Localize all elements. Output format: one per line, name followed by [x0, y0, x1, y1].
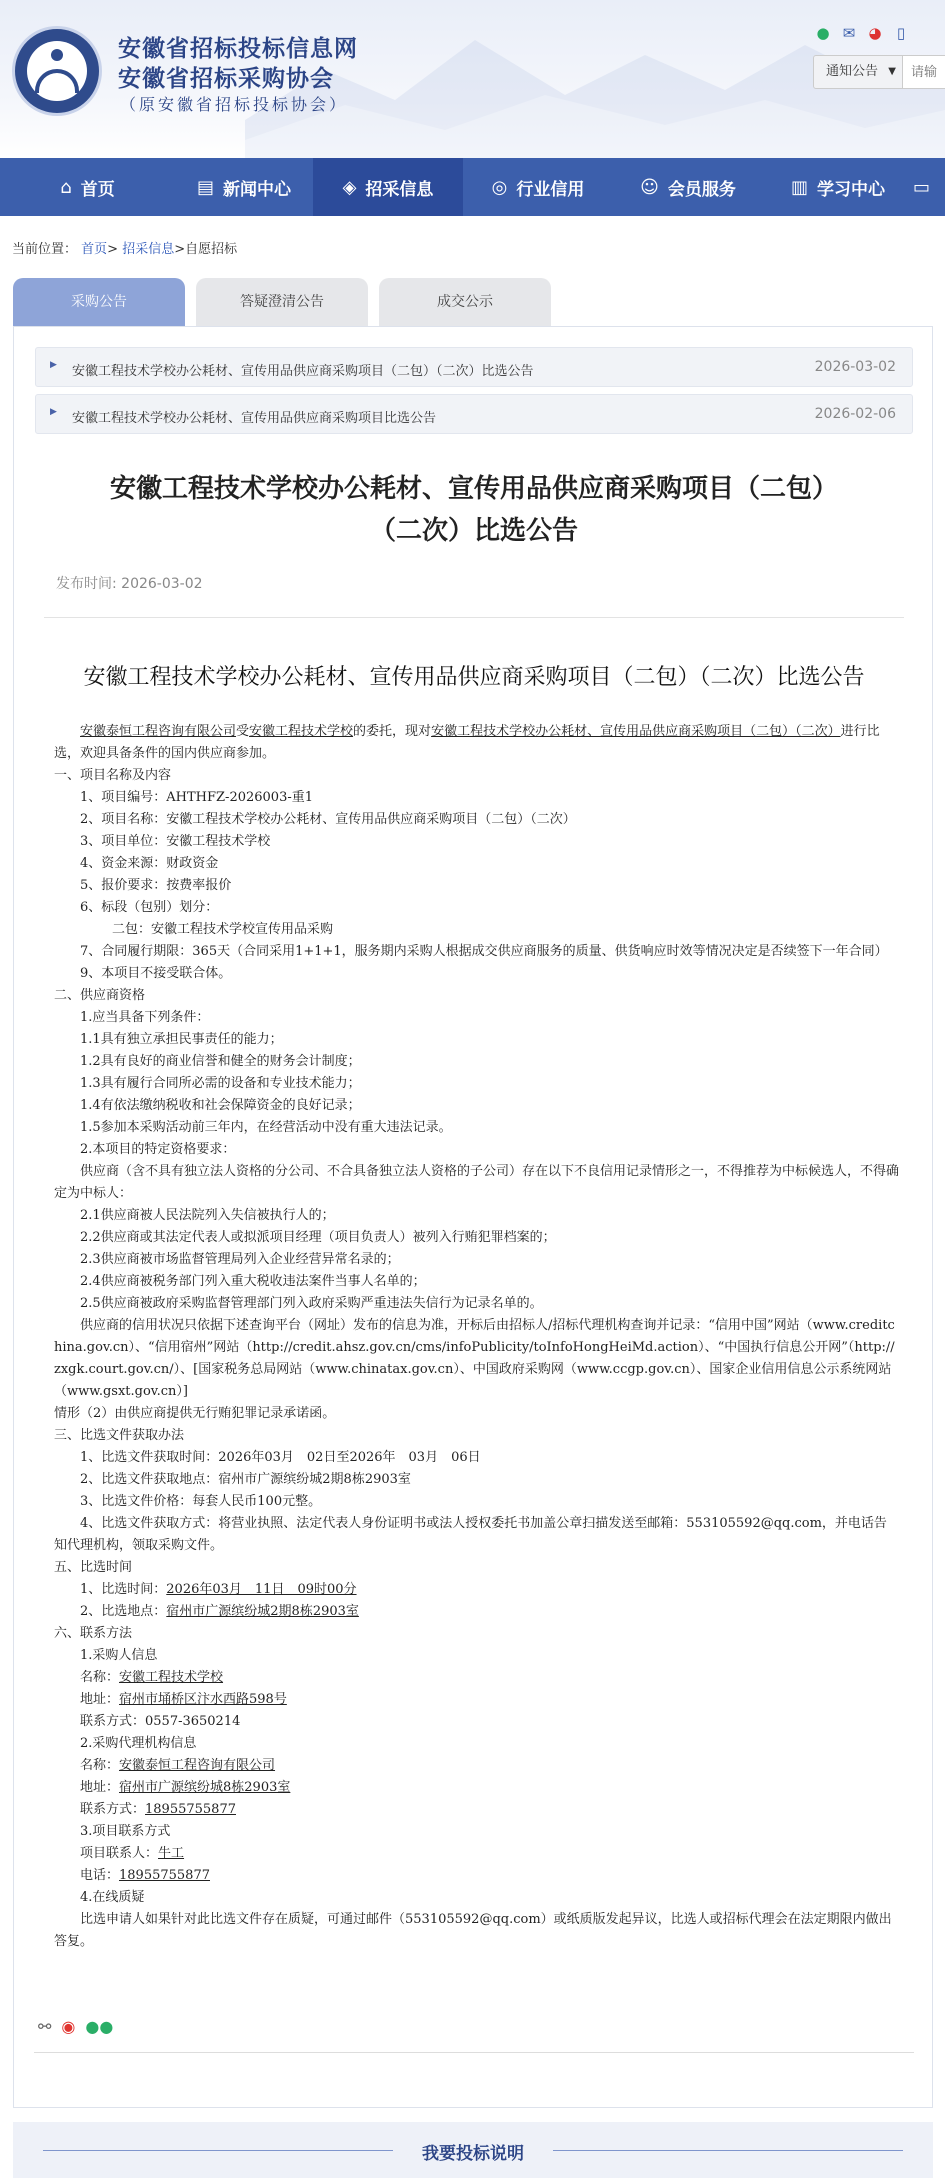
text-line: 电话：18955755877 [80, 1868, 210, 1883]
text-line: 1.5参加本采购活动前三年内，在经营活动中没有重大违法记录。 [80, 1120, 452, 1135]
text-line: 联系方式：18955755877 [80, 1802, 236, 1817]
text-line: 2、比选文件获取地点：宿州市广源缤纷城2期8栋2903室 [80, 1472, 411, 1487]
breadcrumb: 当前位置： 首页> 招采信息>自愿招标 [12, 242, 238, 257]
text-line: 情形（2）由供应商提供无行贿犯罪记录承诺函。 [54, 1406, 336, 1421]
publish-time: 发布时间: 2026-03-02 [56, 576, 203, 592]
text-line: 联系方式：0557-3650214 [80, 1714, 241, 1729]
tab-clarification[interactable]: 答疑澄清公告 [196, 278, 368, 326]
nav-home[interactable]: ⌂ 首页 [60, 176, 115, 200]
text-line: 1、项目编号：AHTHFZ-2026003-重1 [80, 790, 314, 805]
content-panel [13, 326, 933, 2108]
text-line: 1、比选文件获取时间：2026年03月 02日至2026年 03月 06日 [80, 1450, 481, 1465]
section-heading: 三、比选文件获取办法 [54, 1428, 185, 1443]
nav-procurement[interactable]: ◈ 招采信息 [313, 158, 463, 216]
text-line: 1、比选时间：2026年03月 11日 09时00分 [80, 1582, 357, 1597]
site-subtitle: 安徽省招标采购协会 [118, 65, 334, 92]
text-line: 项目联系人：牛工 [80, 1846, 185, 1861]
news-icon: ▤ [196, 176, 214, 198]
text-line: 2、比选地点：宿州市广源缤纷城2期8栋2903室 [80, 1604, 359, 1619]
top-icons [814, 24, 910, 42]
text-line: 2、项目名称：安徽工程技术学校办公耗材、宣传用品供应商采购项目（二包）（二次） [80, 812, 576, 827]
text-line: 4.在线质疑 [80, 1890, 145, 1905]
article-body [54, 721, 899, 1953]
text-line: 2.3供应商被市场监督管理局列入企业经营异常名录的； [80, 1252, 400, 1267]
text-line: 3、项目单位：安徽工程技术学校 [80, 834, 271, 849]
related-notice[interactable]: ▶ 安徽工程技术学校办公耗材、宣传用品供应商采购项目（二包）（二次）比选公告 2026-03-02 [35, 347, 913, 387]
text-line: 二包：安徽工程技术学校宣传用品采购 [112, 922, 334, 937]
text-line: 5、报价要求：按费率报价 [80, 878, 232, 893]
text-line: 2.5供应商被政府采购监督管理部门列入政府采购严重违法失信行为记录名单的。 [80, 1296, 543, 1311]
more-icon: ▭ [913, 176, 931, 198]
wechat-icon[interactable]: ●● [85, 2017, 114, 2036]
nav-learning[interactable]: ▥ 学习中心 [790, 176, 885, 200]
text-line: 4、资金来源：财政资金 [80, 856, 219, 871]
user-icon: ☺ [640, 176, 659, 198]
chevron-down-icon: ▼ [888, 66, 896, 77]
home-icon: ⌂ [60, 176, 72, 198]
text-line: 1.4有依法缴纳税收和社会保障资金的良好记录； [80, 1098, 361, 1113]
badge-icon: ◎ [491, 176, 508, 198]
text-line: 6、标段（包别）划分： [80, 900, 219, 915]
section-heading: 六、联系方法 [54, 1626, 133, 1641]
main-nav [0, 158, 945, 216]
share-bar [38, 2017, 113, 2036]
text-line: 4、比选文件获取方式：将营业执照、法定代表人身份证明书或法人授权委托书加盖公章扫描发送至邮箱：553105592@qq.com，并电话告知代理机构，领取采购文件。 [54, 1516, 887, 1553]
qq-icon[interactable]: ◕ [868, 24, 882, 42]
text-line: 2.本项目的特定资格要求： [80, 1142, 236, 1157]
breadcrumb-current: 自愿招标 [185, 242, 238, 257]
nav-member[interactable]: ☺ 会员服务 [640, 176, 736, 200]
book-icon: ▥ [790, 176, 808, 198]
site-title: 安徽省招标投标信息网 [118, 35, 358, 62]
text-line: 地址：宿州市埇桥区汴水西路598号 [80, 1692, 287, 1707]
nav-news[interactable]: ▤ 新闻中心 [196, 176, 291, 200]
text-line: 2.4供应商被税务部门列入重大税收违法案件当事人名单的； [80, 1274, 426, 1289]
search-input[interactable] [903, 55, 945, 89]
text-line: 7、合同履行期限：365天（合同采用1+1+1，服务期内采购人根据成交供应商服务的质量、供货响应时效等情况决定是否续签下一年合同） [80, 944, 888, 959]
notice-tabs [13, 278, 551, 326]
article-title-line1: 安徽工程技术学校办公耗材、宣传用品供应商采购项目（二包） [109, 474, 838, 504]
divider [34, 2052, 914, 2053]
text-line: 2.1供应商被人民法院列入失信被执行人的； [80, 1208, 335, 1223]
article-title-line2: （二次）比选公告 [369, 516, 578, 546]
nav-credit[interactable]: ◎ 行业信用 [491, 176, 585, 200]
mobile-icon[interactable]: ▯ [896, 24, 906, 42]
caret-right-icon: ▶ [50, 407, 57, 417]
breadcrumb-procurement[interactable]: 招采信息 [122, 242, 175, 257]
layers-icon: ◈ [342, 176, 357, 198]
text-line: 1.应当具备下列条件： [80, 1010, 210, 1025]
breadcrumb-home[interactable]: 首页 [81, 242, 108, 257]
section-heading: 五、比选时间 [54, 1560, 133, 1575]
text-line: 供应商的信用状况只依据下述查询平台（网址）发布的信息为准，开标后由招标人/招标代理机构查询并记录：“信用中国”网站（www.creditchina.gov.cn）、“信用宿州”网站（http://credit.ahsz.gov.cn/cms/infoPublicity/toInfoHongHeiMd.action）、“中国执行信息公开网”（http://zxgk.court.gov.cn/）、[国家税务总局网站（www.chinatax.gov.cn）、中国政府采购网（www.ccgp.gov.cn）、国家企业信用信息公示系统网站（www.gsxt.gov.cn）] [54, 1318, 895, 1399]
text-line: 供应商（含不具有独立法人资格的分公司、不合具备独立法人资格的子公司）存在以下不良信用记录情形之一，不得推荐为中标候选人，不得确定为中标人： [54, 1164, 899, 1201]
text-line: 1.1具有独立承担民事责任的能力； [80, 1032, 283, 1047]
section-heading: 一、项目名称及内容 [54, 768, 172, 783]
text-line: 1.2具有良好的商业信誉和健全的财务会计制度； [80, 1054, 361, 1069]
weibo-icon[interactable]: ◉ [61, 2017, 76, 2036]
breadcrumb-label: 当前位置： [12, 242, 78, 257]
related-notice[interactable]: ▶ 安徽工程技术学校办公耗材、宣传用品供应商采购项目比选公告 2026-02-06 [35, 394, 913, 434]
site-header [0, 0, 945, 158]
text-line: 比选申请人如果针对此比选文件存在质疑，可通过邮件（553105592@qq.com）或纸质版发起异议，比选人或招标代理会在法定期限内做出答复。 [54, 1912, 892, 1949]
text-line: 3、比选文件价格：每套人民币100元整。 [80, 1494, 322, 1509]
divider [44, 617, 904, 618]
site-former-name: （原安徽省招标投标协会） [120, 95, 349, 114]
text-line: 9、本项目不接受联合体。 [80, 966, 232, 981]
text-line: 2.采购代理机构信息 [80, 1736, 197, 1751]
tab-purchase-notice[interactable]: 采购公告 [13, 278, 185, 326]
bidding-guide-title[interactable]: 我要投标说明 [422, 2144, 524, 2164]
text-line: 3.项目联系方式 [80, 1824, 171, 1839]
text-line: 1.采购人信息 [80, 1648, 158, 1663]
wechat-icon[interactable]: ● [816, 24, 830, 42]
article-subtitle: 安徽工程技术学校办公耗材、宣传用品供应商采购项目（二包）（二次）比选公告 [83, 665, 865, 690]
share-icon[interactable]: ⚯ [38, 2017, 52, 2036]
text-line: 1.3具有履行合同所必需的设备和专业技术能力； [80, 1076, 361, 1091]
caret-right-icon: ▶ [50, 360, 57, 370]
section-heading: 二、供应商资格 [54, 988, 146, 1003]
text-line: 2.2供应商或其法定代表人或拟派项目经理（项目负责人）被列入行贿犯罪档案的； [80, 1230, 556, 1245]
tab-result[interactable]: 成交公示 [379, 278, 551, 326]
intro-paragraph: 安徽泰恒工程咨询有限公司受安徽工程技术学校的委托，现对安徽工程技术学校办公耗材、宣传用品供应商采购项目（二包）（二次）进行比选，欢迎具备条件的国内供应商参加。 [54, 724, 880, 761]
bidding-guide-section [13, 2122, 933, 2178]
site-logo[interactable] [12, 26, 102, 116]
nav-more[interactable] [913, 158, 945, 216]
text-line: 名称：安徽泰恒工程咨询有限公司 [80, 1758, 276, 1773]
search-category-select[interactable]: 通知公告 ▼ [813, 55, 903, 89]
mail-icon[interactable]: ✉ [842, 24, 856, 42]
text-line: 名称：安徽工程技术学校 [80, 1670, 224, 1685]
text-line: 地址：宿州市广源缤纷城8栋2903室 [80, 1780, 291, 1795]
